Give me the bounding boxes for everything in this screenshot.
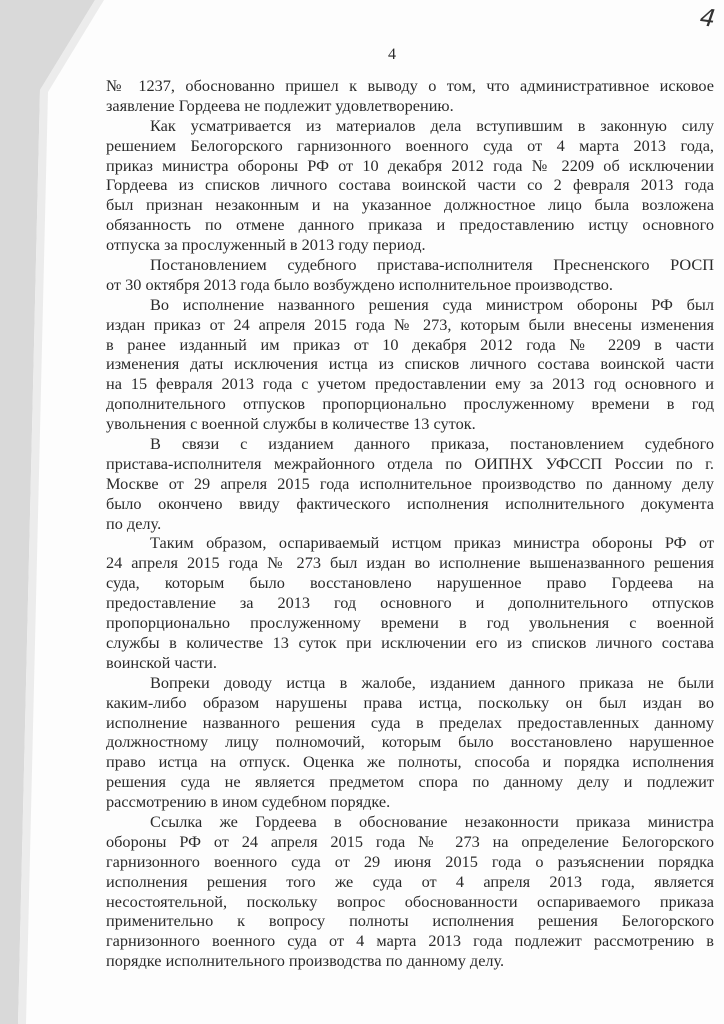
text-line: было окончено ввиду фактического исполнения исполнительного документа xyxy=(106,493,714,513)
text-line: право истца на отпуск. Оценка же полноты, способа и порядка исполнения xyxy=(106,752,714,772)
text-line: Вопреки доводу истца в жалобе, изданием данного приказа не были xyxy=(150,672,714,692)
text-line: дополнительного отпусков пропорционально прослуженному времени в год xyxy=(106,394,714,414)
text-line: по делу. xyxy=(106,513,162,533)
text-line: применительно к вопросу полноты исполнения решения Белогорского xyxy=(106,911,714,931)
text-line: гарнизонного военного суда от 4 марта 2013 года подлежит рассмотрению в xyxy=(106,931,714,951)
text-line: в ранее изданный им приказ от 10 декабря 2012 года № 2209 в части xyxy=(106,334,714,354)
paragraph xyxy=(106,295,714,434)
text-line: исполнения решения того же суда от 4 апреля 2013 года, является xyxy=(106,871,714,891)
paragraph xyxy=(106,673,714,812)
paragraph xyxy=(106,76,714,116)
text-line: несостоятельной, поскольку вопрос обоснованности оспариваемого приказа xyxy=(106,891,714,911)
text-line: Постановлением судебного пристава-исполнителя Пресненского РОСП xyxy=(150,255,714,275)
document-body xyxy=(106,76,714,971)
paragraph xyxy=(106,116,714,255)
text-line: Ссылка же Гордеева в обоснование незаконности приказа министра xyxy=(150,811,714,831)
paragraph xyxy=(106,434,714,533)
text-line: № 1237, обоснованно пришел к выводу о том, что административное исковое xyxy=(106,76,714,95)
text-line: Во исполнение названного решения суда министром обороны РФ был xyxy=(150,294,714,314)
text-line: заявление Гордеева не подлежит удовлетворению. xyxy=(106,95,454,115)
text-line: на 15 февраля 2013 года с учетом предоставлении ему за 2013 год основного и xyxy=(106,374,714,394)
text-line: Москве от 29 апреля 2015 года исполнительное производство по данному делу xyxy=(106,473,714,493)
text-line: приказ министра обороны РФ от 10 декабря 2012 года № 2209 об исключении xyxy=(106,155,714,175)
text-line: воинской части. xyxy=(106,652,217,672)
paragraph xyxy=(106,533,714,672)
text-line: обороны РФ от 24 апреля 2015 года № 273 на определение Белогорского xyxy=(106,831,714,851)
text-line: пропорционально прослуженному времени в год увольнения с военной xyxy=(106,613,714,633)
text-line: был признан незаконным и на указанное должностное лицо была возложена xyxy=(106,195,714,215)
text-line: Таким образом, оспариваемый истцом приказ министра обороны РФ от xyxy=(150,533,714,553)
text-line: Как усматривается из материалов дела вступившим в законную силу xyxy=(150,115,714,135)
paragraph xyxy=(106,812,714,971)
text-line: увольнения с военной службы в количестве 13 суток. xyxy=(106,414,476,434)
text-line: должностному лицу полномочий, которым было восстановлено нарушенное xyxy=(106,732,714,752)
text-line: рассмотрению в ином судебном порядке. xyxy=(106,792,391,812)
text-line: обязанность по отмене данного приказа и предоставлению истцу основного xyxy=(106,215,714,235)
text-line: решением Белогорского гарнизонного военного суда от 4 марта 2013 года, xyxy=(106,135,714,155)
text-line: суда, которым было восстановлено нарушенное право Гордеева на xyxy=(106,573,714,593)
text-line: каким-либо образом нарушены права истца, поскольку он был издан во xyxy=(106,692,714,712)
text-line: решения суда не является предметом спора по данному делу и подлежит xyxy=(106,772,714,792)
text-line: 24 апреля 2015 года № 273 был издан во исполнение вышеназванного решения xyxy=(106,553,714,573)
text-line: предоставление за 2013 год основного и дополнительного отпусков xyxy=(106,593,714,613)
text-line: издан приказ от 24 апреля 2015 года № 273, которым были внесены изменения xyxy=(106,314,714,334)
text-line: изменения даты исключения истца из списков личного состава воинской части xyxy=(106,354,714,374)
text-line: пристава-исполнителя межрайонного отдела по ОИПНХ УФССП России по г. xyxy=(106,453,714,473)
text-line: от 30 октября 2013 года было возбуждено исполнительное производство. xyxy=(106,274,613,294)
text-line: гарнизонного военного суда от 29 июня 2015 года о разъяснении порядка xyxy=(106,851,714,871)
page-number: 4 xyxy=(388,46,396,63)
handwritten-sheet-number: 4 xyxy=(698,3,718,33)
text-line: отпуска за прослуженный в 2013 году период. xyxy=(106,235,426,255)
text-line: службы в количестве 13 суток при исключении его из списков личного состава xyxy=(106,632,714,652)
text-line: исполнение названного решения суда в пределах предоставленных данному xyxy=(106,712,714,732)
text-line: В связи с изданием данного приказа, постановлением судебного xyxy=(150,434,714,454)
text-line: порядке исполнительного производства по данному делу. xyxy=(106,951,505,971)
text-line: Гордеева из списков личного состава воинской части со 2 февраля 2013 года xyxy=(106,175,714,195)
paragraph xyxy=(106,255,714,295)
